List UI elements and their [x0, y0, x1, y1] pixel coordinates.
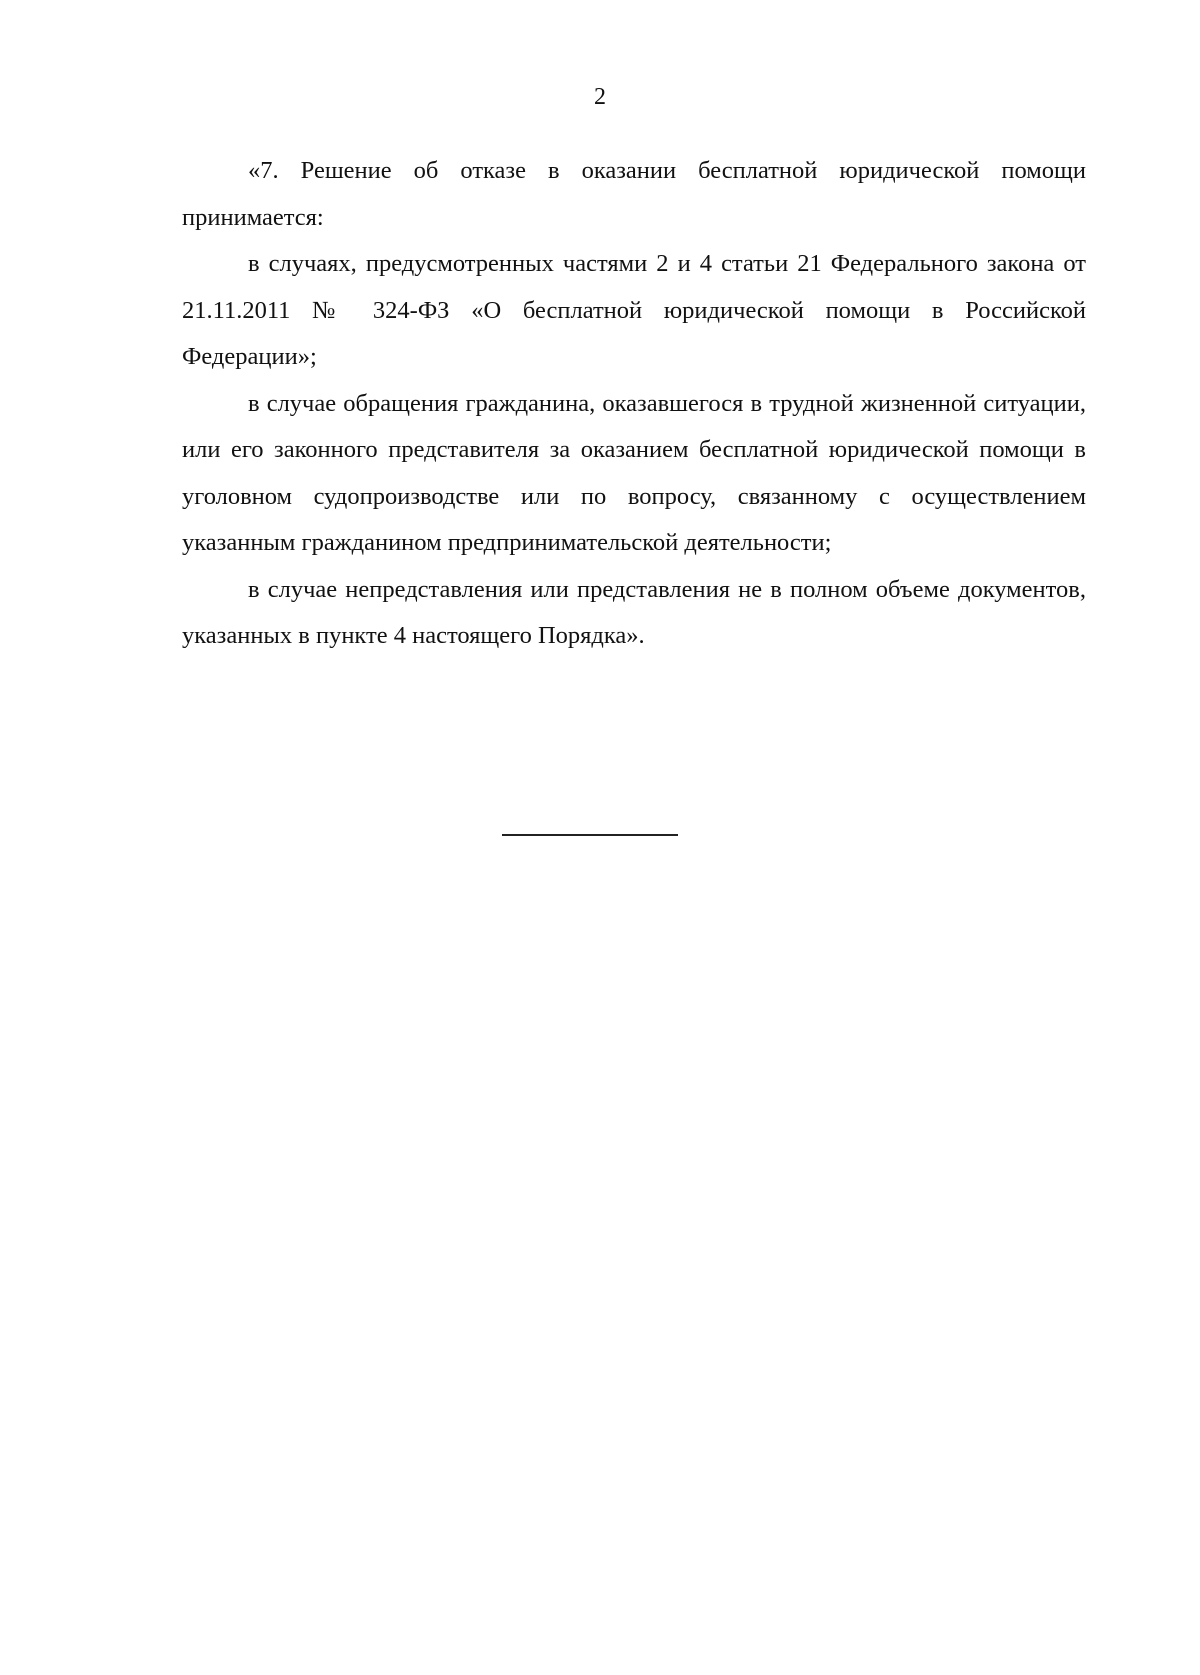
paragraph-missing-documents: в случае непредставления или представления не в полном объеме документов, указанных в пункте 4 настоящего Порядка».	[182, 575, 1086, 649]
end-of-document-rule	[502, 834, 678, 836]
document-body	[182, 148, 1086, 660]
paragraph-criminal-or-business-cases: в случае обращения гражданина, оказавшегося в трудной жизненной ситуации, или его законного представителя за оказанием бесплатной юридической помощи в уголовном судопроизводстве или по вопросу, связанному с осуществлением указанным гражданином предпринимательской деятельности;	[182, 389, 1086, 556]
paragraph-federal-law-cases: в случаях, предусмотренных частями 2 и 4 статьи 21 Федерального закона от 21.11.2011 № 324-ФЗ «О бесплатной юридической помощи в Российской Федерации»;	[182, 250, 1086, 370]
paragraph-item-7: «7. Решение об отказе в оказании бесплатной юридической помощи принимается:	[182, 157, 1086, 231]
page-number: 2	[594, 84, 606, 110]
